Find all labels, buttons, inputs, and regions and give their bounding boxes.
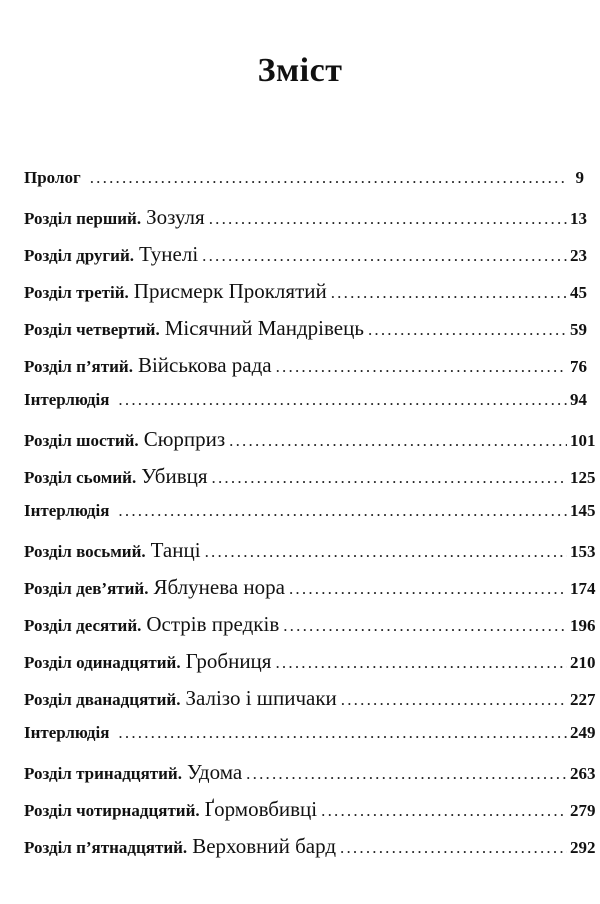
toc-entry-10[interactable] <box>24 538 596 575</box>
toc-chapter-label: Розділ дев’ятий. <box>24 579 149 598</box>
toc-page-number: 13 <box>570 209 587 228</box>
table-of-contents <box>24 168 596 871</box>
dot-leader <box>118 501 567 521</box>
toc-chapter-title: Сюрприз <box>143 427 226 451</box>
toc-chapter-label: Розділ тринадцятий. <box>24 764 182 783</box>
toc-chapter-label: Розділ п’ятнадцятий. <box>24 838 188 857</box>
toc-chapter-label: Пролог <box>24 168 81 187</box>
toc-chapter-label: Інтерлюдія <box>24 723 110 742</box>
toc-chapter-title: Присмерк Проклятий <box>133 279 327 303</box>
dot-leader <box>331 283 567 303</box>
dot-leader <box>368 320 567 340</box>
dot-leader <box>341 690 567 710</box>
toc-page-number: 125 <box>570 468 596 487</box>
toc-chapter-title: Ґормовбивці <box>204 797 318 821</box>
toc-chapter-title: Яблунева нора <box>153 575 285 599</box>
toc-chapter-title: Убивця <box>141 464 208 488</box>
toc-chapter-title: Залізо і шпичаки <box>185 686 337 710</box>
toc-entry-9[interactable] <box>24 501 596 538</box>
toc-entry-14[interactable] <box>24 686 596 723</box>
toc-chapter-label: Розділ шостий. <box>24 431 139 450</box>
toc-entry-15[interactable] <box>24 723 596 760</box>
page-title: Зміст <box>257 52 343 89</box>
toc-page-number: 59 <box>570 320 587 339</box>
dot-leader <box>276 357 567 377</box>
toc-chapter-label: Розділ сьомий. <box>24 468 137 487</box>
dot-leader <box>205 542 567 562</box>
toc-entry-8[interactable] <box>24 464 596 501</box>
dot-leader <box>321 801 567 821</box>
toc-page-number: 279 <box>570 801 596 820</box>
dot-leader <box>212 468 567 488</box>
dot-leader <box>246 764 567 784</box>
toc-entry-2[interactable] <box>24 242 587 279</box>
toc-page-number: 263 <box>570 764 596 783</box>
dot-leader <box>340 838 567 858</box>
toc-chapter-title: Тунелі <box>139 242 199 266</box>
dot-leader <box>118 390 567 410</box>
dot-leader <box>275 653 567 673</box>
toc-chapter-title: Верховний бард <box>192 834 337 858</box>
toc-page-number: 76 <box>570 357 587 376</box>
dot-leader <box>283 616 567 636</box>
toc-chapter-title: Гробниця <box>185 649 272 673</box>
toc-chapter-title: Удома <box>186 760 243 784</box>
toc-page-number: 174 <box>570 579 596 598</box>
toc-page-number: 153 <box>570 542 596 561</box>
toc-chapter-label: Розділ перший. <box>24 209 142 228</box>
toc-chapter-label: Розділ десятий. <box>24 616 142 635</box>
dot-leader <box>209 209 567 229</box>
toc-chapter-label: Розділ другий. <box>24 246 134 265</box>
toc-chapter-title: Військова рада <box>137 353 272 377</box>
toc-page-number: 101 <box>570 431 596 450</box>
toc-entry-0[interactable] <box>24 168 584 205</box>
toc-chapter-label: Розділ чотирнадцятий. <box>24 801 200 820</box>
toc-chapter-title: Місячний Мандрівець <box>164 316 364 340</box>
toc-chapter-label: Розділ третій. <box>24 283 129 302</box>
toc-entry-7[interactable] <box>24 427 596 464</box>
toc-entry-16[interactable] <box>24 760 596 797</box>
toc-entry-3[interactable] <box>24 279 587 316</box>
toc-entry-17[interactable] <box>24 797 596 834</box>
toc-page-number: 292 <box>570 838 596 857</box>
toc-entry-1[interactable] <box>24 205 587 242</box>
toc-page-number: 23 <box>570 246 587 265</box>
toc-chapter-label: Розділ восьмий. <box>24 542 146 561</box>
toc-page-number: 94 <box>570 390 587 409</box>
toc-chapter-label: Інтерлюдія <box>24 501 110 520</box>
toc-entry-12[interactable] <box>24 612 596 649</box>
toc-page-number: 145 <box>570 501 596 520</box>
dot-leader <box>90 168 567 188</box>
toc-chapter-label: Розділ п’ятий. <box>24 357 133 376</box>
toc-chapter-label: Інтерлюдія <box>24 390 110 409</box>
toc-entry-11[interactable] <box>24 575 596 612</box>
toc-page-number: 9 <box>575 168 584 187</box>
toc-chapter-title: Зозуля <box>146 205 205 229</box>
toc-page-number: 210 <box>570 653 596 672</box>
dot-leader <box>118 723 567 743</box>
toc-chapter-label: Розділ дванадцятий. <box>24 690 181 709</box>
toc-chapter-label: Розділ одинадцятий. <box>24 653 181 672</box>
dot-leader <box>202 246 567 266</box>
dot-leader <box>229 431 567 451</box>
toc-entry-6[interactable] <box>24 390 587 427</box>
toc-entry-13[interactable] <box>24 649 596 686</box>
toc-entry-5[interactable] <box>24 353 587 390</box>
toc-page-number: 45 <box>570 283 587 302</box>
toc-chapter-label: Розділ четвертий. <box>24 320 160 339</box>
toc-entry-4[interactable] <box>24 316 587 353</box>
toc-chapter-title: Острів предків <box>146 612 280 636</box>
toc-chapter-title: Танці <box>150 538 201 562</box>
toc-page-number: 227 <box>570 690 596 709</box>
toc-page-number: 249 <box>570 723 596 742</box>
dot-leader <box>289 579 567 599</box>
toc-entry-18[interactable] <box>24 834 596 871</box>
toc-page-number: 196 <box>570 616 596 635</box>
